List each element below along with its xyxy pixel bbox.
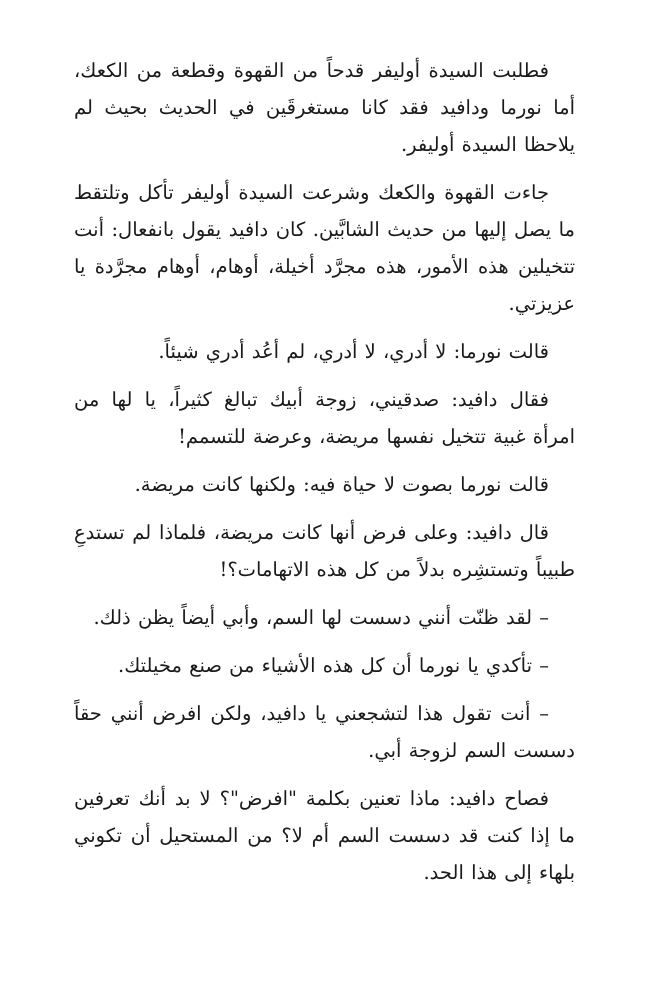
paragraph-1: فطلبت السيدة أوليفر قدحاً من القهوة وقطعة من الكعك، أما نورما ودافيد فقد كانا مستغرقَين في الحديث بحيث لم يلاحظا السيدة أوليفر. bbox=[74, 59, 575, 156]
paragraph-4: فقال دافيد: صدقيني، زوجة أبيك تبالغ كثيراً، يا لها من امرأة غبية تتخيل نفسها مريضة، وعرضة للتسمم! bbox=[74, 388, 575, 448]
paragraph-9: – أنت تقول هذا لتشجعني يا دافيد، ولكن افرض أنني حقاً دسست السم لزوجة أبي. bbox=[74, 702, 575, 762]
paragraph-10: فصاح دافيد: ماذا تعنين بكلمة "افرض"؟ لا بد أنك تعرفين ما إذا كنت قد دسست السم أم لا؟ من المستحيل أن تكوني بلهاء إلى هذا الحد. bbox=[74, 787, 575, 884]
paragraph-2: جاءت القهوة والكعك وشرعت السيدة أوليفر تأكل وتلتقط ما يصل إليها من حديث الشابَّين. كان دافيد يقول بانفعال: أنت تتخيلين هذه الأمور، هذه مجرَّد أخيلة، أوهام، أوهام مجرَّدة يا عزيزتي. bbox=[74, 181, 575, 315]
paragraph-6: قال دافيد: وعلى فرض أنها كانت مريضة، فلماذا لم تستدعِ طبيباً وتستشِره بدلاً من كل هذه الاتهامات؟! bbox=[74, 521, 575, 581]
paragraph-7: – لقد ظنّت أنني دسست لها السم، وأبي أيضاً يظن ذلك. bbox=[93, 606, 549, 629]
paragraph-8: – تأكدي يا نورما أن كل هذه الأشياء من صنع مخيلتك. bbox=[118, 654, 549, 677]
paragraph-3: قالت نورما: لا أدري، لا أدري، لم أعُد أدري شيئاً. bbox=[158, 340, 549, 363]
paragraph-5: قالت نورما بصوت لا حياة فيه: ولكنها كانت مريضة. bbox=[134, 473, 549, 496]
